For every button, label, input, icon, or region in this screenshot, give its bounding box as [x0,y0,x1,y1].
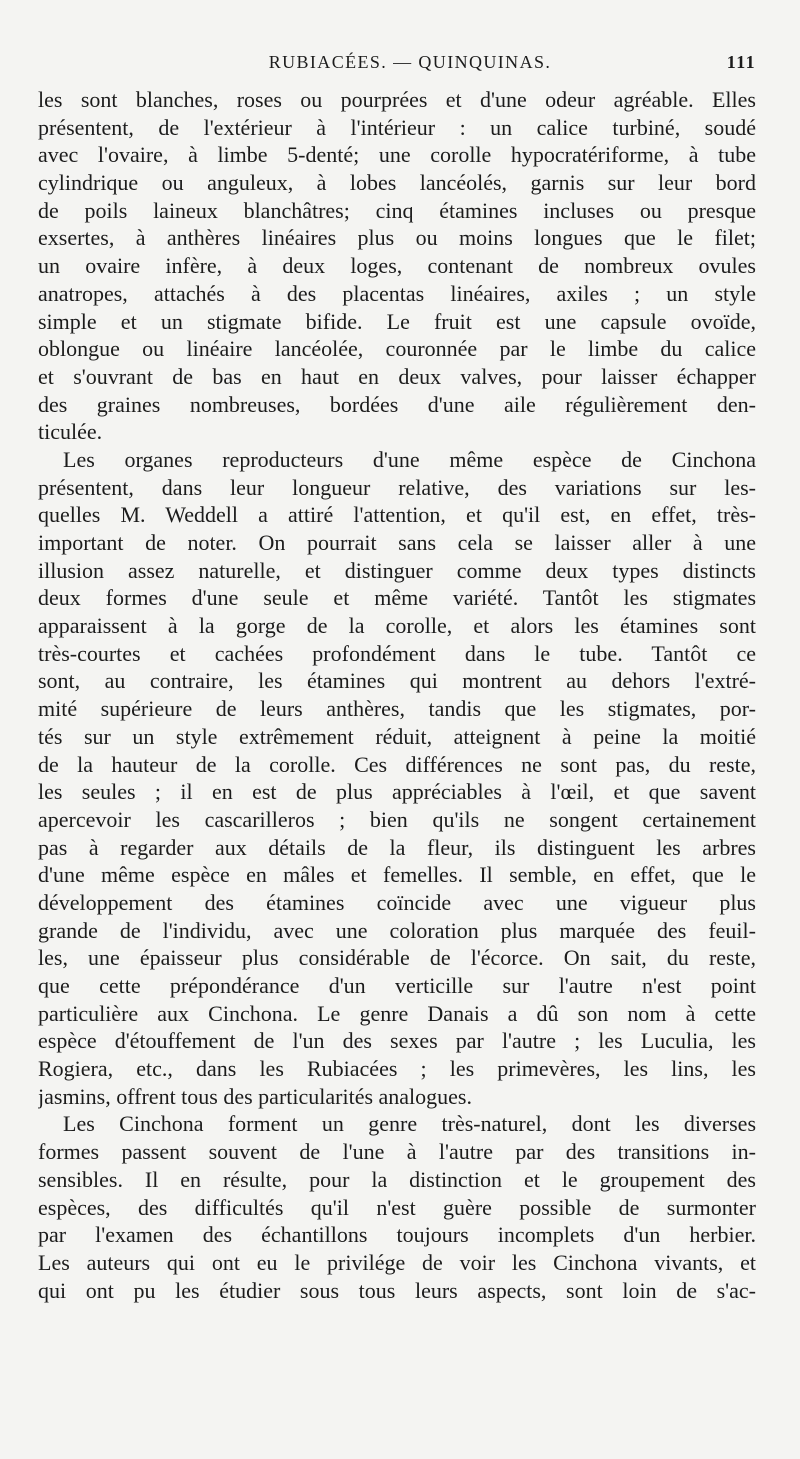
text-line: Les Cinchona forment un genre très-naturel, dont les diverses [63,1111,756,1137]
text-line: oblongue ou linéaire lancéolée, couronnée par le limbe du calice [38,336,756,362]
text-line: très-courtes et cachées profondément dans le tube. Tantôt ce [38,640,756,666]
text-line: ticulée. [38,419,103,445]
text-line: mité supérieure de leurs anthères, tandis que les stigmates, por- [38,696,756,722]
running-head [40,52,756,82]
text-line: sensibles. Il en résulte, pour la distinction et le groupement des [38,1166,756,1192]
text-line: les sont blanches, roses ou pourprées et d'une odeur agréable. Elles [38,87,756,112]
text-line: présentent, dans leur longueur relative, des variations sur les- [38,474,756,500]
text-line: cylindrique ou anguleux, à lobes lancéolés, garnis sur leur bord [38,170,756,196]
text-line: les seules ; il en est de plus appréciables à l'œil, et que savent [38,779,756,805]
text-line: illusion assez naturelle, et distinguer comme deux types distincts [38,557,756,583]
text-line: espèces, des difficultés qu'il n'est guère possible de surmonter [38,1194,756,1220]
text-line: de la hauteur de la corolle. Ces différences ne sont pas, du reste, [38,751,756,777]
text-line: formes passent souvent de l'une à l'autre par des transitions in- [38,1139,756,1165]
text-line: apercevoir les cascarilleros ; bien qu'ils ne songent certainement [38,806,756,832]
body-text [38,86,756,1304]
text-line: deux formes d'une seule et même variété. Tantôt les stigmates [38,585,756,611]
text-line: les, une épaisseur plus considérable de l'écorce. On sait, du reste, [38,945,756,971]
text-line: par l'examen des échantillons toujours incomplets d'un herbier. [38,1222,756,1248]
text-line: présentent, de l'extérieur à l'intérieur : un calice turbiné, soudé [38,114,756,140]
text-line: Les organes reproducteurs d'une même espèce de Cinchona [63,446,756,472]
text-line: espèce d'étouffement de l'un des sexes par l'autre ; les Luculia, les [38,1028,756,1054]
text-line: particulière aux Cinchona. Le genre Danais a dû son nom à cette [38,1000,756,1026]
text-line: que cette prépondérance d'un verticille sur l'autre n'est point [38,973,756,998]
text-line: simple et un stigmate bifide. Le fruit est une capsule ovoïde, [38,308,756,334]
text-line: tés sur un style extrêmement réduit, atteignent à peine la moitié [38,723,756,749]
text-line: Les auteurs qui ont eu le privilége de voir les Cinchona vivants, et [38,1249,756,1275]
text-line: anatropes, attachés à des placentas linéaires, axiles ; un style [38,280,756,306]
text-line: sont, au contraire, les étamines qui montrent au dehors l'extré- [38,668,756,694]
text-line: qui ont pu les étudier sous tous leurs aspects, sont loin de s'ac- [38,1277,756,1303]
text-line: important de noter. On pourrait sans cela se laisser aller à une [38,530,756,555]
text-line: de poils laineux blanchâtres; cinq étamines incluses ou presque [38,197,756,223]
text-line: grande de l'individu, avec une coloration plus marquée des feuil- [38,917,756,943]
text-line: quelles M. Weddell a attiré l'attention, et qu'il est, en effet, très- [38,502,756,528]
page-number: 111 [726,52,756,72]
text-line: et s'ouvrant de bas en haut en deux valves, pour laisser échapper [38,363,756,389]
running-title: RUBIACÉES. — QUINQUINAS. [268,52,552,72]
text-line: développement des étamines coïncide avec une vigueur plus [38,889,756,915]
text-line: jasmins, offrent tous des particularités analogues. [38,1083,472,1109]
text-line: apparaissent à la gorge de la corolle, et alors les étamines sont [38,613,756,639]
text-line: des graines nombreuses, bordées d'une aile régulièrement den- [38,391,756,417]
text-line: exsertes, à anthères linéaires plus ou moins longues que le filet; [38,225,756,251]
text-line: un ovaire infère, à deux loges, contenant de nombreux ovules [38,253,756,279]
text-line: avec l'ovaire, à limbe 5-denté; une corolle hypocratériforme, à tube [38,142,756,168]
text-line: d'une même espèce en mâles et femelles. Il semble, en effet, que le [38,862,756,888]
text-line: pas à regarder aux détails de la fleur, ils distinguent les arbres [38,834,756,860]
text-line: Rogiera, etc., dans les Rubiacées ; les primevères, les lins, les [38,1056,756,1082]
